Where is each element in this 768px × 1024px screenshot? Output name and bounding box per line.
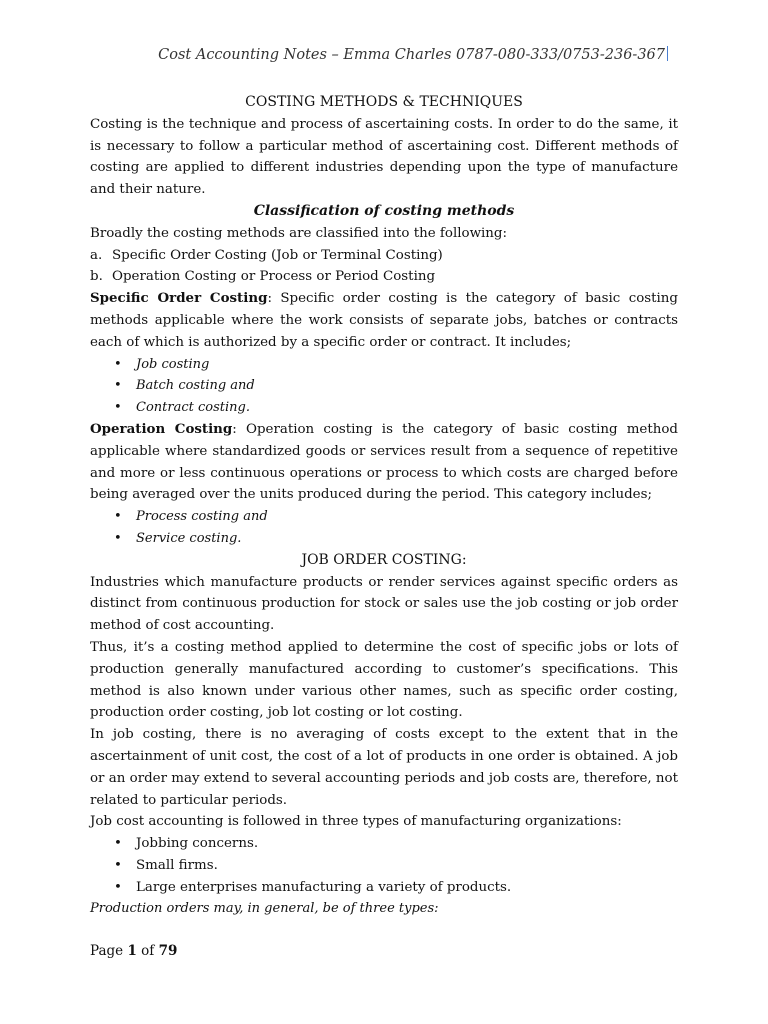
- bullet-icon: •: [114, 400, 122, 416]
- list-item: • Small firms.: [90, 855, 678, 877]
- item-marker: a.: [90, 247, 103, 263]
- operation-term: Operation Costing: [90, 420, 233, 437]
- list-item: • Large enterprises manufacturing a variety of products.: [90, 877, 678, 899]
- bullet-icon: •: [114, 509, 122, 525]
- list-item: • Process costing and: [90, 506, 678, 528]
- bullet-icon: •: [114, 530, 122, 546]
- document-title: COSTING METHODS & TECHNIQUES: [245, 94, 523, 110]
- footer-of: of: [141, 943, 155, 959]
- item-text: Specific Order Costing (Job or Terminal Costing): [112, 247, 443, 263]
- footer-label: Page: [90, 943, 124, 959]
- operation-text: : Operation costing is the category of basic costing method applicable where standardized goods or services result from a sequence of repetitive and more or less continuous operations or process to which costs are charged before being averaged over the units produced during the period. This category includes;: [90, 421, 679, 503]
- classification-lead: Broadly the costing methods are classified into the following:: [90, 225, 508, 241]
- current-page: 1: [127, 943, 137, 959]
- operation-paragraph: [90, 419, 678, 506]
- list-item: • Jobbing concerns.: [90, 833, 678, 855]
- total-pages: 79: [158, 943, 178, 959]
- list-item: • Batch costing and: [90, 375, 678, 397]
- bullet-icon: •: [114, 378, 122, 394]
- job-order-paragraph-1: Industries which manufacture products or render services against specific orders as distinct from continuous production for stock or sales use the job costing or job order method of cost accounting.: [90, 574, 678, 634]
- job-order-paragraph-3: In job costing, there is no averaging of costs except to the extent that in the ascertainment of unit cost, the cost of a lot of products in one order is obtained. A job or an order may extend to several accounting periods and job costs are, therefore, not related to particular periods.: [90, 727, 678, 808]
- list-item: • Service costing.: [90, 528, 678, 550]
- specific-order-text: : Specific order costing is the category of basic costing methods applicable where the work consists of separate jobs, batches or contracts each of which is authorized by a specific order or contract. It includes;: [90, 291, 678, 350]
- header-text: Cost Accounting Notes – Emma Charles 0787-080-333/0753-236-367: [158, 47, 665, 63]
- page-footer: [90, 943, 177, 959]
- classification-item: [90, 266, 678, 288]
- production-orders-note: Production orders may, in general, be of three types:: [90, 901, 439, 917]
- bullet-icon: •: [114, 836, 122, 852]
- item-marker: b.: [90, 269, 103, 285]
- classification-heading: Classification of costing methods: [253, 202, 515, 219]
- specific-order-paragraph: [90, 288, 678, 353]
- list-item: • Contract costing.: [90, 397, 678, 419]
- specific-order-list: [90, 354, 678, 419]
- bullet-icon: •: [114, 879, 122, 895]
- text-cursor: [667, 46, 668, 61]
- item-text: Operation Costing or Process or Period Costing: [112, 269, 436, 285]
- specific-order-term: Specific Order Costing: [90, 290, 268, 307]
- job-order-paragraph-2: Thus, it’s a costing method applied to determine the cost of specific jobs or lots of production generally manufactured according to customer’s specifications. This method is also known under various other names, such as specific order costing, production order costing, job lot costing or lot costing.: [90, 639, 678, 721]
- classification-item: [90, 245, 678, 267]
- operation-list: [90, 506, 678, 550]
- page-content: [90, 92, 678, 920]
- intro-paragraph: Costing is the technique and process of ascertaining costs. In order to do the same, it is necessary to follow a particular method of ascertaining cost. Different methods of costing are applied to different industries depending upon the type of manufacture and their nature.: [90, 116, 678, 198]
- bullet-icon: •: [114, 356, 122, 372]
- list-item: • Job costing: [90, 354, 678, 376]
- page-header: [0, 46, 668, 63]
- job-order-heading: JOB ORDER COSTING:: [301, 551, 467, 568]
- bullet-icon: •: [114, 857, 122, 873]
- organization-types-list: [90, 833, 678, 898]
- job-order-paragraph-4: Job cost accounting is followed in three types of manufacturing organizations:: [90, 814, 622, 830]
